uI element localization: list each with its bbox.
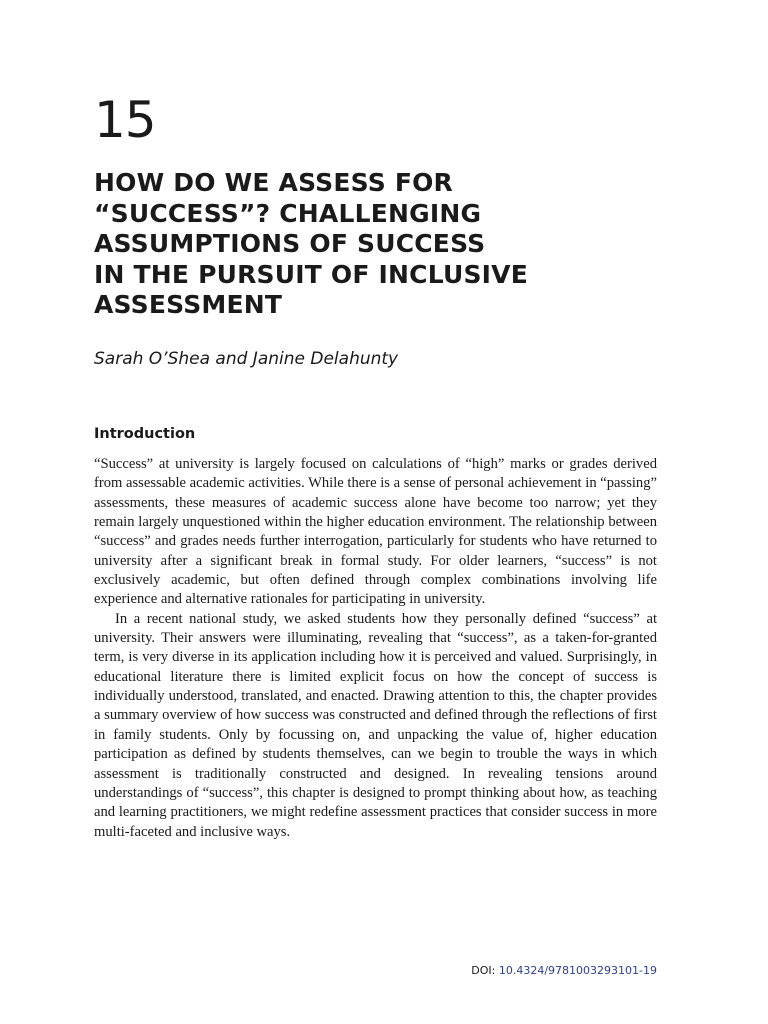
doi-label: DOI: (471, 964, 496, 977)
chapter-title (94, 168, 694, 321)
body-paragraph: “Success” at university is largely focused on calculations of “high” marks or grades derived from assessable academic activities. While there is a sense of personal achievement in “passing” assessments, these measures of academic success alone have become too narrow; yet they remain largely unquestioned within the higher education environment. The relationship between “success” and grades needs further interrogation, particularly for students who have returned to university after a significant break in formal study. For older learners, “success” is not exclusively academic, but often defined through complex combinations involving life experience and alternative rationales for participating in university. (94, 456, 657, 608)
chapter-title-line: ASSUMPTIONS OF SUCCESS (94, 229, 486, 258)
chapter-number: 15 (94, 91, 156, 149)
doi-link[interactable]: 10.4324/9781003293101-19 (498, 964, 657, 977)
chapter-authors: Sarah O’Shea and Janine Delahunty (94, 349, 399, 369)
chapter-title-line: IN THE PURSUIT OF INCLUSIVE (94, 259, 529, 289)
body-paragraph: In a recent national study, we asked students how they personally defined “success” at university. Their answers were illuminating, revealing that “success”, as a taken-for-granted term, is very diverse in its application including how it is perceived and valued. Surprisingly, in educational literature there is limited explicit focus on how the concept of success is individually understood, translated, and enacted. Drawing attention to this, the chapter provides a summary overview of how success was constructed and defined through the reflections of first in family students. Only by focussing on, and unpacking the value of, higher education participation as defined by students themselves, can we begin to trouble the ways in which assessment is traditionally constructed and designed. In revealing tensions around understandings of “success”, this chapter is designed to prompt thinking about how, as teaching and learning practitioners, we might redefine assessment practices that consider success in more multi-faceted and inclusive ways. (94, 610, 657, 840)
section-body (94, 455, 657, 842)
section-heading: Introduction (94, 426, 196, 442)
chapter-title-line: “SUCCESS”? CHALLENGING (94, 198, 482, 228)
chapter-title-line: HOW DO WE ASSESS FOR (94, 168, 454, 197)
chapter-title-line: ASSESSMENT (94, 290, 283, 319)
doi-footer (450, 963, 657, 979)
